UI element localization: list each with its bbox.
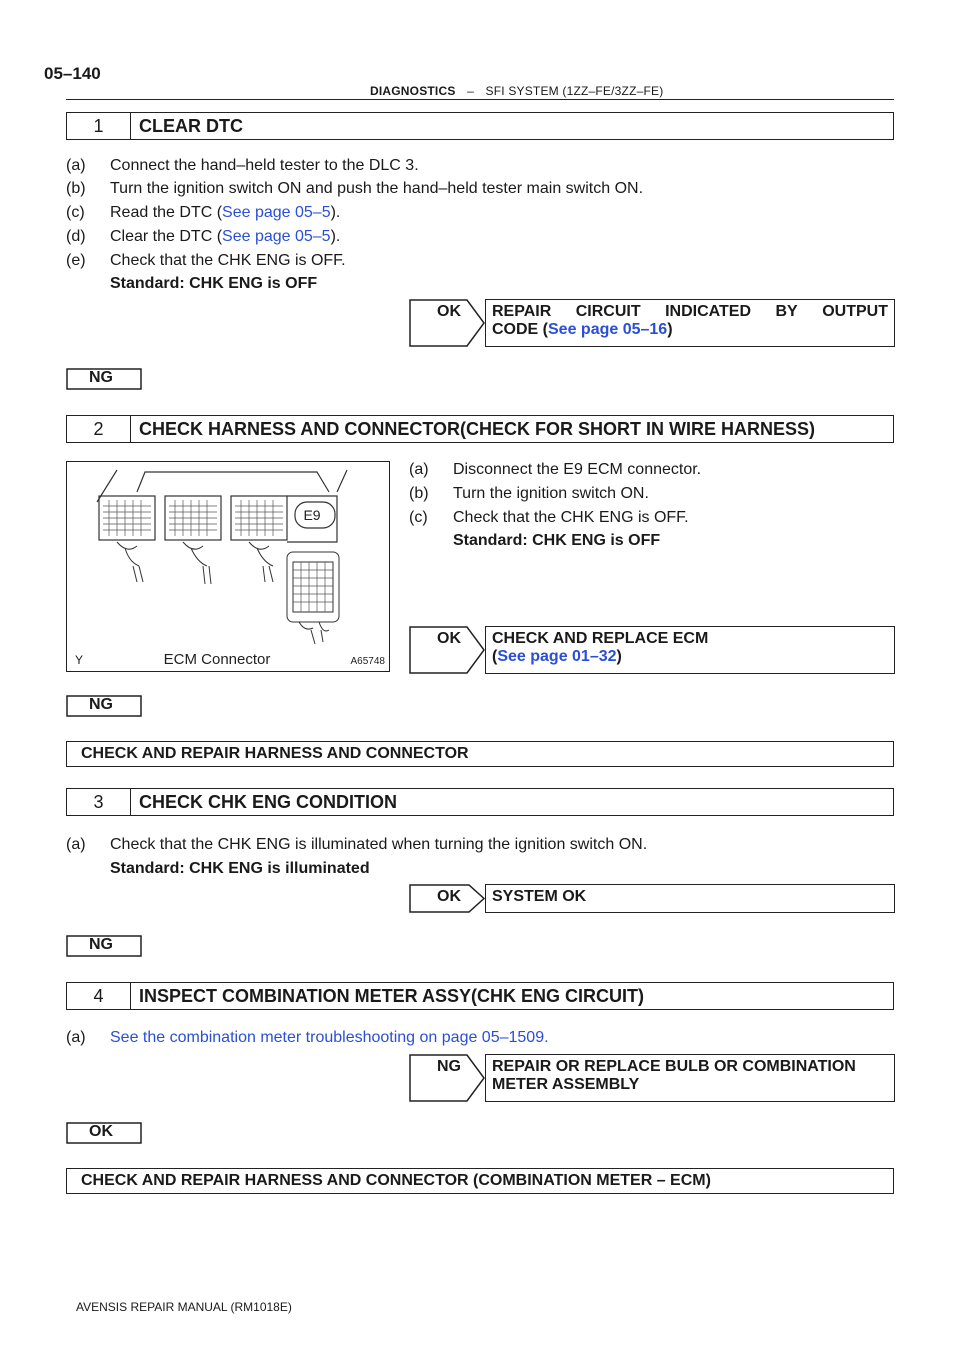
step-1-ng-tag: NG	[66, 368, 142, 390]
step-4-ok-tag: OK	[66, 1122, 142, 1144]
see-page-link[interactable]: See page 05–5	[222, 228, 331, 245]
step-2-header	[66, 415, 894, 443]
header-section: DIAGNOSTICS	[370, 84, 456, 98]
step-number: 1	[67, 113, 131, 139]
step-1-line-e: (e) Check that the CHK ENG is OFF.	[66, 252, 346, 269]
ok-action-box	[485, 626, 895, 674]
step-title: CHECK CHK ENG CONDITION	[139, 791, 398, 812]
ok-action-line-2: CODE (See page 05–16)	[492, 321, 673, 338]
ok-action-line-2: (See page 01–32)	[492, 648, 622, 665]
combination-meter-link[interactable]: See the combination meter troubleshooting on page 05–1509.	[110, 1029, 549, 1046]
step-1-ok-result	[409, 299, 895, 347]
ng-tag: NG	[409, 1054, 485, 1102]
figure-corner-mark: Y	[75, 653, 84, 667]
step-number: 4	[67, 983, 131, 1009]
ok-action-line-1: CHECK AND REPLACE ECM	[492, 630, 709, 647]
step-1-line-b: (b) Turn the ignition switch ON and push the hand–held tester main switch ON.	[66, 180, 644, 197]
ng-action-line-2: METER ASSEMBLY	[492, 1076, 640, 1093]
step-2-line-a: (a) Disconnect the E9 ECM connector.	[409, 461, 702, 478]
step-number: 3	[67, 789, 131, 815]
header-subsection: SFI SYSTEM (1ZZ–FE/3ZZ–FE)	[485, 84, 664, 98]
step-1-line-d: (d) Clear the DTC (See page 05–5).	[66, 228, 341, 245]
step-title: CHECK HARNESS AND CONNECTOR(CHECK FOR SHORT IN WIRE HARNESS)	[139, 418, 816, 439]
figure-caption: ECM Connector	[163, 651, 271, 668]
step-2-ng-tag: NG	[66, 695, 142, 717]
step-4-header	[66, 982, 894, 1010]
step-2-standard: Standard: CHK ENG is OFF	[453, 532, 661, 549]
connector-label: E9	[303, 507, 321, 523]
step-1-header	[66, 112, 894, 140]
ok-tag: OK	[409, 626, 485, 674]
page-header	[370, 84, 663, 98]
see-page-link[interactable]: See page 05–5	[222, 204, 331, 221]
ecm-connector-illustration	[67, 462, 391, 673]
step-number: 2	[67, 416, 131, 442]
step-1-line-a: (a) Connect the hand–held tester to the DLC 3.	[66, 157, 419, 174]
step-2-final-action: CHECK AND REPAIR HARNESS AND CONNECTOR	[66, 741, 894, 767]
step-1-line-c: (c) Read the DTC (See page 05–5).	[66, 204, 341, 221]
ok-tag: OK	[409, 299, 485, 347]
step-3-standard: Standard: CHK ENG is illuminated	[110, 860, 370, 877]
ecm-connector-figure	[66, 461, 390, 672]
step-2-line-c: (c) Check that the CHK ENG is OFF.	[409, 509, 689, 526]
page-footer: AVENSIS REPAIR MANUAL (RM1018E)	[76, 1300, 292, 1314]
step-2-ok-result	[409, 626, 895, 674]
figure-code: A65748	[350, 656, 385, 667]
step-3-ng-tag: NG	[66, 935, 142, 957]
step-title: INSPECT COMBINATION METER ASSY(CHK ENG CIRCUIT)	[139, 985, 645, 1006]
ok-action-line-1: REPAIR CIRCUIT INDICATED BY OUTPUT	[492, 303, 888, 320]
step-3-ok-result	[409, 884, 895, 913]
step-2-line-b: (b) Turn the ignition switch ON.	[409, 485, 649, 502]
step-title: CLEAR DTC	[139, 115, 243, 136]
ok-action-box: SYSTEM OK	[485, 884, 895, 913]
page-number: 05–140	[44, 64, 101, 83]
step-4-final-action: CHECK AND REPAIR HARNESS AND CONNECTOR (COMBINATION METER – ECM)	[66, 1168, 894, 1194]
step-3-header	[66, 788, 894, 816]
step-1-standard: Standard: CHK ENG is OFF	[110, 275, 318, 292]
header-separator: –	[467, 84, 474, 98]
see-page-link[interactable]: See page 01–32	[497, 648, 617, 665]
step-4-ng-result	[409, 1054, 895, 1102]
step-3-line-a: (a) Check that the CHK ENG is illuminated when turning the ignition switch ON.	[66, 836, 648, 853]
header-rule	[66, 99, 894, 100]
ok-action-box	[485, 299, 895, 347]
step-4-line-a: (a) See the combination meter troubleshooting on page 05–1509.	[66, 1029, 549, 1046]
ng-action-line-1: REPAIR OR REPLACE BULB OR COMBINATION	[492, 1058, 856, 1075]
ng-action-box	[485, 1054, 895, 1102]
see-page-link[interactable]: See page 05–16	[548, 321, 668, 338]
ok-tag: OK	[409, 884, 485, 913]
